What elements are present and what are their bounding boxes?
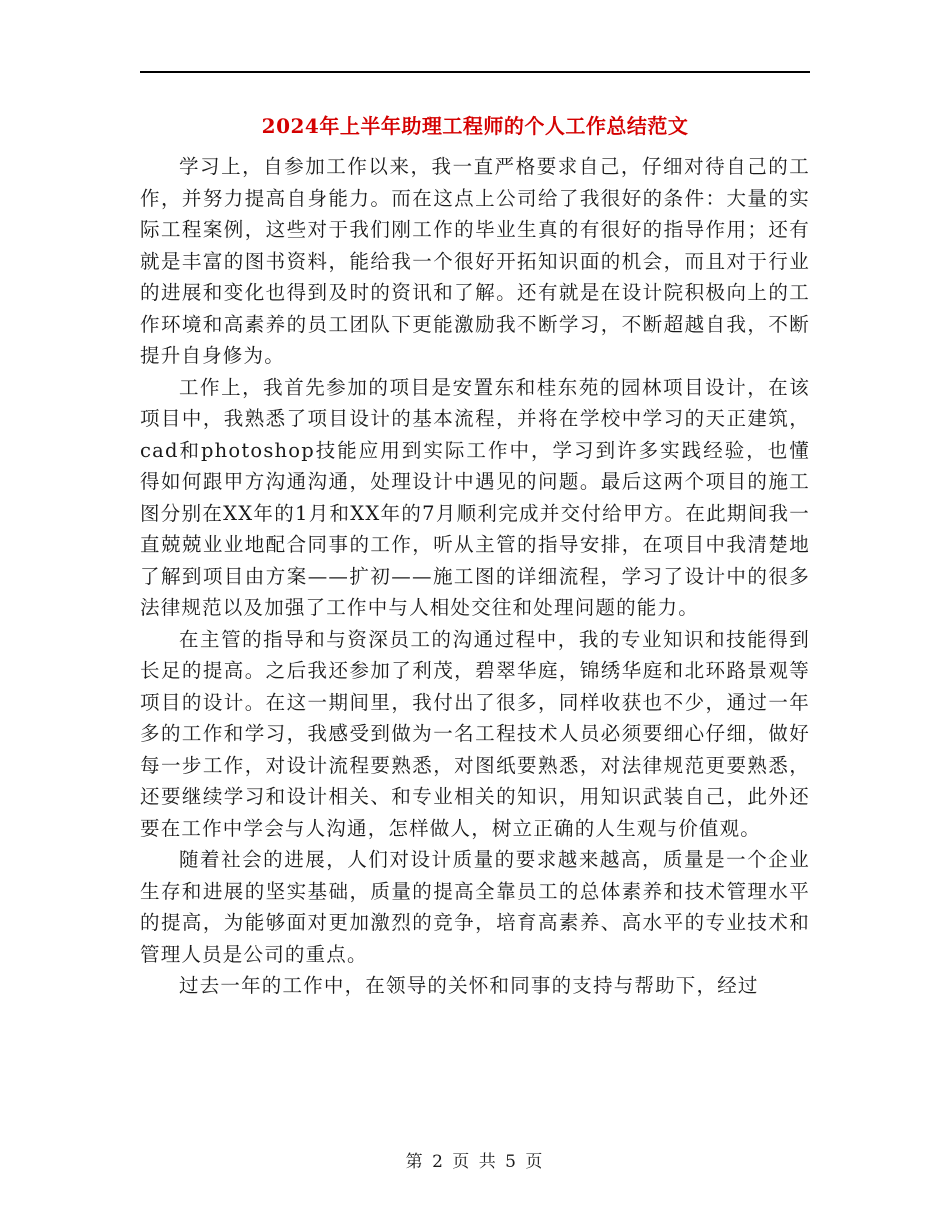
document-body [140, 151, 810, 1002]
page-number: 第 2 页 共 5 页 [405, 1152, 545, 1172]
paragraph-quality: 随着社会的进展，人们对设计质量的要求越来越高，质量是一个企业生存和进展的坚实基础，质量的提高全靠员工的总体素养和技术管理水平的提高，为能够面对更加激烈的竞争，培育高素养、高水平的专业技术和管理人员是公司的重点。 [140, 848, 810, 966]
header-rule [140, 71, 810, 73]
document-title: 2024年上半年助理工程师的个人工作总结范文 [261, 114, 689, 138]
paragraph-work: 工作上，我首先参加的项目是安置东和桂东苑的园林项目设计，在该项目中，我熟悉了项目设计的基本流程，并将在学校中学习的天正建筑，cad和photoshop技能应用到实际工作中，学习到许多实践经验，也懂得如何跟甲方沟通沟通，处理设计中遇见的问题。最后这两个项目的施工图分别在XX年的1月和XX年的7月顺利完成并交付给甲方。在此期间我一直兢兢业业地配合同事的工作，听从主管的指导安排，在项目中我清楚地了解到项目由方案——扩初——施工图的详细流程，学习了设计中的很多法律规范以及加强了工作中与人相处交往和处理问题的能力。 [140, 375, 810, 619]
paragraph-past-year: 过去一年的工作中，在领导的关怀和同事的支持与帮助下，经过 [179, 974, 759, 997]
paragraph-study: 学习上，自参加工作以来，我一直严格要求自己，仔细对待自己的工作，并努力提高自身能力。而在这点上公司给了我很好的条件：大量的实际工程案例，这些对于我们刚工作的毕业生真的有很好的指导作用；还有就是丰富的图书资料，能给我一个很好开拓知识面的机会，而且对于行业的进展和变化也得到及时的资讯和了解。还有就是在设计院积极向上的工作环境和高素养的员工团队下更能激励我不断学习，不断超越自我，不断提升自身修为。 [140, 155, 810, 367]
paragraph-growth: 在主管的指导和与资深员工的沟通过程中，我的专业知识和技能得到长足的提高。之后我还参加了利茂，碧翠华庭，锦绣华庭和北环路景观等项目的设计。在这一期间里，我付出了很多，同样收获也不少，通过一年多的工作和学习，我感受到做为一名工程技术人员必须要细心仔细，做好每一步工作，对设计流程要熟悉，对图纸要熟悉，对法律规范更要熟悉，还要继续学习和设计相关、和专业相关的知识，用知识武装自己，此外还要在工作中学会与人沟通，怎样做人，树立正确的人生观与价值观。 [140, 627, 810, 840]
